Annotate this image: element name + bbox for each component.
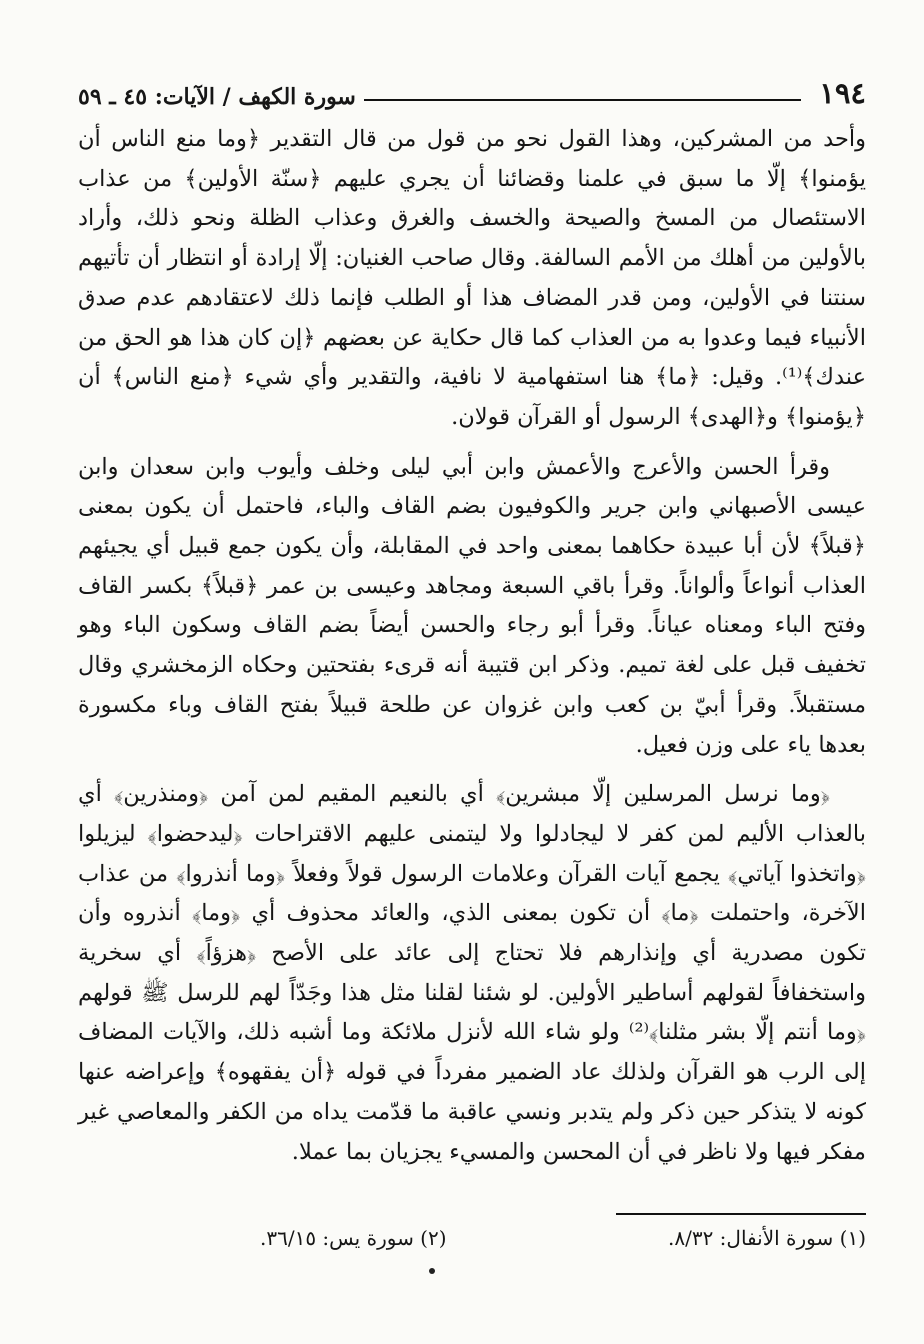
footnote-2: (٢) سورة يس: ٣٦/١٥.	[260, 1226, 447, 1250]
paragraph-2: وقرأ الحسن والأعرج والأعمش وابن أبي ليلى وخلف وأيوب وابن سعدان وابن عيسى الأصبهاني وابن جرير والكوفيون بضم القاف والباء، فاحتمل أن يكون بمعنى ﴿قبلاً﴾ لأن أبا عبيدة حكاهما بمعنى واحد في المقابلة، وأن يكون جمع قبيل أي يجيئهم العذاب أنواعاً وألواناً. وقرأ باقي السبعة ومجاهد وعيسى بن عمر ﴿قبلاً﴾ بكسر القاف وفتح الباء ومعناه عياناً. وقرأ أبو رجاء والحسن أيضاً بضم القاف وسكون الباء وهو تخفيف قبل على لغة تميم. وذكر ابن قتيبة أنه قرىء بفتحتين وحكاه الزمخشري وقال مستقبلاً. وقرأ أبيّ بن كعب وابن غزوان عن طلحة قبيلاً بفتح القاف وباء مكسورة بعدها ياء على وزن فعيل.	[78, 453, 866, 758]
footnote-1: (١) سورة الأنفال: ٨/٣٢.	[667, 1226, 866, 1250]
page-header	[78, 58, 866, 110]
footnotes	[260, 1226, 866, 1250]
paragraph-1: وأحد من المشركين، وهذا القول نحو من قول من قال التقدير ﴿وما منع الناس أن يؤمنوا﴾ إلّا ما سبق في علمنا وقضائنا أن يجري عليهم ﴿سنّة الأولين﴾ من عذاب الاستئصال من المسخ والصيحة والخسف والغرق وعذاب الظلة ونحو ذلك، وأراد بالأولين من أهلك من الأمم السالفة. وقال صاحب الغنيان: إلّا إرادة أو انتظار أن تأتيهم سنتنا في الأولين، ومن قدر المضاف هذا أو الطلب فإنما ذلك لاعتقادهم عدم صدق الأنبياء فيما وعدوا به من العذاب كما قال حكاية عن بعضهم ﴿إن كان هذا هو الحق من عندك﴾⁽¹⁾. وقيل: ﴿ما﴾ هنا استفهامية لا نافية، والتقدير وأي شيء ﴿منع الناس﴾ أن ﴿يؤمنوا﴾ و﴿الهدى﴾ الرسول أو القرآن قولان.	[78, 126, 866, 430]
page-number: ١٩٤	[819, 76, 866, 110]
header-rule	[364, 99, 801, 101]
printer-mark	[429, 1268, 435, 1274]
footnote-rule	[616, 1213, 866, 1215]
page-body	[78, 120, 866, 1182]
running-title: سورة الكهف / الآيات: ٤٥ ـ ٥٩	[78, 84, 356, 110]
paragraph-3: ﴿وما نرسل المرسلين إلّا مبشرين﴾ أي بالنعيم المقيم لمن آمن ﴿ومنذرين﴾ أي بالعذاب الأليم لمن كفر لا ليجادلوا ولا ليتمنى عليهم الاقتراحات ﴿ليدحضوا﴾ ليزيلوا ﴿واتخذوا آياتي﴾ يجمع آيات القرآن وعلامات الرسول قولاً وفعلاً ﴿وما أنذروا﴾ من عذاب الآخرة، واحتملت ﴿ما﴾ أن تكون بمعنى الذي، والعائد محذوف أي ﴿وما﴾ أنذروه وأن تكون مصدرية أي وإنذارهم فلا تحتاج إلى عائد على الأصح ﴿هزؤاً﴾ أي سخرية واستخفافاً لقولهم أساطير الأولين. لو شئنا لقلنا مثل هذا وجَدّاً لهم للرسل ﷺ قولهم ﴿وما أنتم إلّا بشر مثلنا﴾⁽²⁾ ولو شاء الله لأنزل ملائكة وما أشبه ذلك، والآيات المضاف إلى الرب هو القرآن ولذلك عاد الضمير مفرداً في قوله ﴿أن يفقهوه﴾ وإعراضه عنها كونه لا يتذكر حين ذكر ولم يتدبر ونسي عاقبة ما قدّمت يداه من الكفر والمعاصي غير مفكر فيها ولا ناظر في أن المحسن والمسيء يجزيان بما عملا.	[78, 781, 867, 1165]
